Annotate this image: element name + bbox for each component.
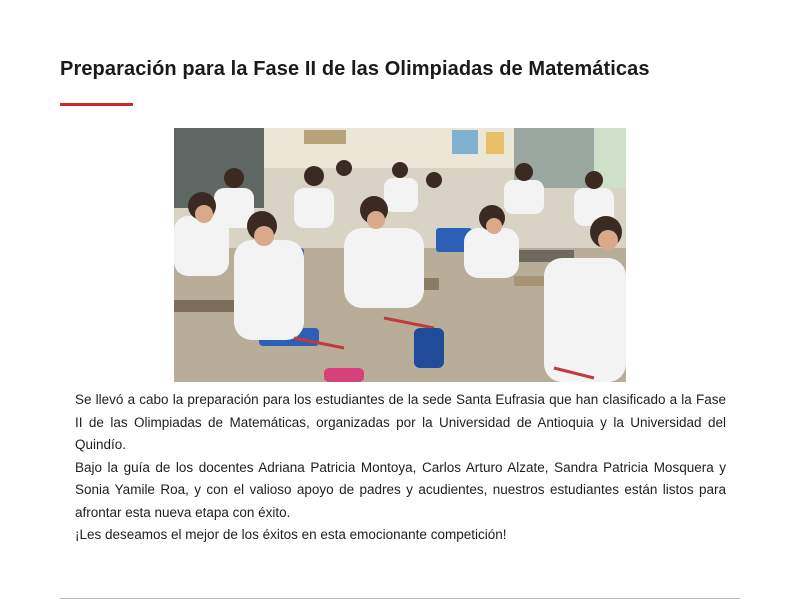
- bottom-divider: [60, 598, 740, 599]
- article-body: [75, 389, 726, 547]
- title-accent-underline: [60, 103, 133, 106]
- classroom-photo-illustration: [174, 128, 626, 382]
- article-photo: [174, 128, 626, 382]
- article-paragraph: Se llevó a cabo la preparación para los estudiantes de la sede Santa Eufrasia que han clasificado a la Fase II de las Olimpiadas de Matemáticas, organizadas por la Universidad de Antioquia y la Universidad del Quindío.: [75, 392, 726, 452]
- article-paragraph: ¡Les deseamos el mejor de los éxitos en esta emocionante competición!: [75, 527, 507, 542]
- article-title: Preparación para la Fase II de las Olimpiadas de Matemáticas: [60, 58, 650, 80]
- article-paragraph: Bajo la guía de los docentes Adriana Patricia Montoya, Carlos Arturo Alzate, Sandra Patricia Mosquera y Sonia Yamile Roa, y con el valioso apoyo de padres y acudientes, nuestros estudiantes están listos para afrontar esta nueva etapa con éxito.: [75, 459, 726, 520]
